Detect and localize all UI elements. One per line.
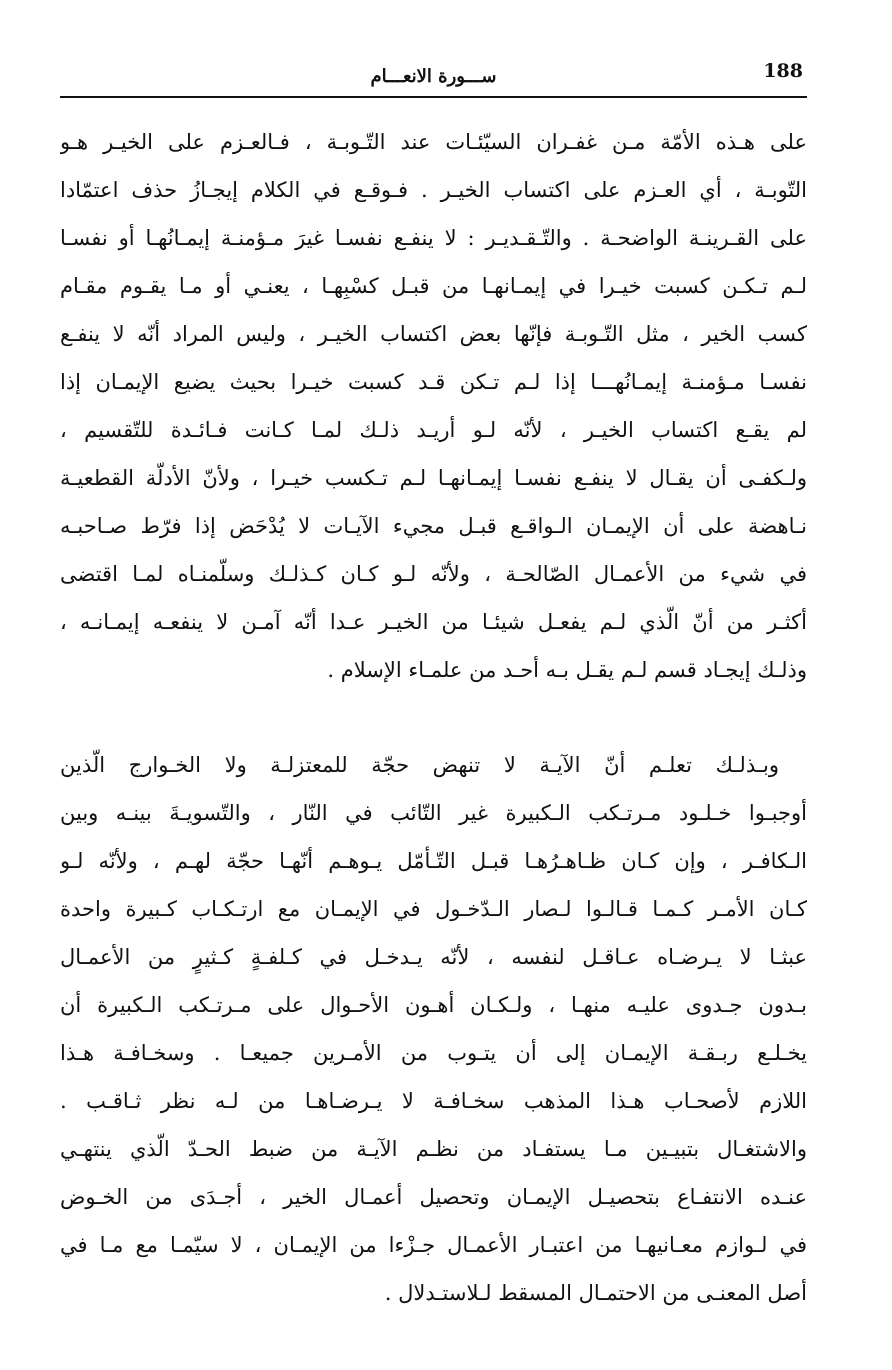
- text-line: نـاهضة على أن الإيمـان الـواقـع قبـل مجيء الآيـات لا يُدْحَض إذا فرّط صـاحبـه: [60, 514, 807, 538]
- text-line: عبثـا لا يـرضـاه عـاقـل لنفسه ، لأنّه يـدخـل في كـلفـةٍ كـثيرٍ من الأعمـال: [60, 945, 807, 969]
- paragraph: [60, 118, 807, 694]
- paragraph: [60, 741, 807, 1317]
- page-header: [60, 56, 807, 98]
- text-line: التّوبـة ، أي العـزم على اكتساب الخيـر . فـوقـع في الكلام إيجـازُ حذف اعتمّادا: [60, 178, 807, 202]
- text-line: وذلـك إيجـاد قسم لـم يقـل بـه أحـد من علمـاء الإسلام .: [327, 658, 807, 682]
- text-line: لم يقـع اكتساب الخيـر ، لأنّه لـو أريـد ذلـك لمـا كـانت فـائـدة للتّقسيم ،: [60, 418, 807, 442]
- text-line: والاشتغـال بتبيـين مـا يستفـاد من نظـم الآيـة من ضبط الحـدّ الّذي ينتهـي: [60, 1137, 807, 1161]
- text-line: على هـذه الأمّة مـن غفـران السيّئـات عند التّـوبـة ، فـالعـزم على الخيـر هـو: [60, 130, 807, 154]
- text-line: أوجبـوا خـلـود مـرتـكب الـكبيرة غير التّائب في النّار ، والتّسويـةَ بينـه وبين: [60, 801, 807, 825]
- text-line: عنـده الانتفـاع بتحصيـل الإيمـان وتحصيل أعمـال الخير ، أجـدَى من الخـوض: [60, 1185, 807, 1209]
- text-line: يخـلـع ربـقـة الإيمـان إلى أن يتـوب من الأمـرين جميعـا . وسخـافـة هـذا: [60, 1041, 807, 1065]
- text-line: ولـكفـى أن يقـال لا ينفـع نفسـا إيمـانهـا لـم تـكسب خيـرا ، ولأنّ الأدلّة القطعيـة: [60, 466, 807, 490]
- text-line: على القـرينـة الواضحـة . والتّـقـديـر : لا ينفـع نفسـا غيرَ مـؤمنـة إيمـانُهـا أو نفسـا: [60, 226, 807, 250]
- text-line: في لـوازم معـانيهـا من اعتبـار الأعمـال جـزْءا من الإيمـان ، لا سيّمـا مع مـا في: [60, 1233, 807, 1257]
- text-line: لـم تـكـن كسبت خيـرا في إيمـانهـا من قبـل كسْبِهـا ، يعنـي أو مـا يقـوم مقـام: [60, 274, 807, 298]
- text-line: كـان الأمـر كـمـا قـالـوا لـصار الـدّخـول في الإيمـان مع ارتـكـاب كـبيرة واحدة: [60, 897, 807, 921]
- text-line: في شيء من الأعمـال الصّالحـة ، ولأنّه لـو كـان كـذلـك وسلّمنـاه لمـا اقتضى: [60, 562, 807, 586]
- text-line: أكثـر من أنّ الّذي لـم يفعـل شيئـا من الخيـر عـدا أنّه آمـن لا ينفعـه إيمـانـه ،: [60, 610, 807, 634]
- page-body: [60, 118, 807, 1317]
- surah-title: ســـورة الانعـــام: [370, 66, 497, 87]
- text-line: أصل المعنـى من الاحتمـال المسقط لـلاستـدلال .: [384, 1281, 807, 1305]
- text-line: نفسـا مـؤمنـة إيمـانُهـــا إذا لـم تـكن قـد كسبت خيـرا بحيث يضيع الإيمـان إذا: [60, 370, 807, 394]
- text-line: اللازم لأصحـاب هـذا المذهب سخـافـة لا يـرضـاهـا من لـه نظر ثـاقـب .: [60, 1089, 807, 1113]
- text-line: كسب الخير ، مثل التّـوبـة فإنّها بعض اكتساب الخيـر ، وليس المراد أنّه لا ينفـع: [60, 322, 807, 346]
- page-number: 188: [763, 60, 803, 82]
- text-line: بـدون جـدوى عليـه منهـا ، ولـكـان أهـون الأحـوال على مـرتـكب الـكبيرة أن: [60, 993, 807, 1017]
- text-line: الـكافـر ، وإن كـان ظـاهـرُهـا قبـل التّـأمّل يـوهـم أنّهـا حجّة لهـم ، ولأنّه لـو: [60, 849, 807, 873]
- text-line: وبـذلـك تعلـم أنّ الآيـة لا تنهض حجّة للمعتزلـة ولا الخـوارج الّذين: [60, 753, 779, 777]
